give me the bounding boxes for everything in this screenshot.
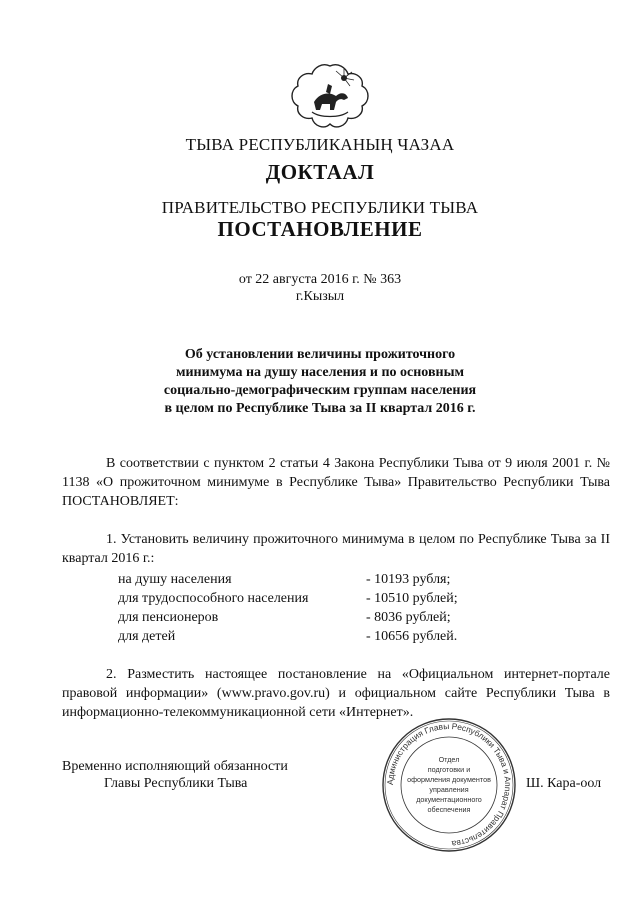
value-amount: - 10656 рублей. xyxy=(366,629,458,644)
value-amount: - 8036 рублей; xyxy=(366,610,451,625)
value-amount: - 10510 рублей; xyxy=(366,591,458,606)
subject-line: Об установлении величины прожиточного xyxy=(184,347,456,362)
official-stamp-icon xyxy=(380,716,518,854)
stamp-center-line: обеспечения xyxy=(427,805,471,814)
signatory-title-line2: Главы Республики Тыва xyxy=(104,776,248,791)
item-2-paragraph: 2. Разместить настоящее постановление на «Официальном интернет-портале правовой информации» (www.pravo.gov.ru) и официальном сайте Республики Тыва в информационно-телекоммуникационной сети «Интернет». xyxy=(62,667,610,720)
stamp-center-line: подготовки и xyxy=(427,765,471,774)
stamp-center-line: Отдел xyxy=(438,755,460,764)
subject-line: минимума на душу населения и по основным xyxy=(175,365,465,380)
subject-line: социально-демографическим группам населения xyxy=(163,383,477,398)
value-amount: - 10193 рубля; xyxy=(366,572,451,587)
value-label: для пенсионеров xyxy=(118,610,219,625)
emblem-icon xyxy=(290,62,370,130)
decree-subject xyxy=(0,346,640,418)
stamp-ring-text: Администрация Главы Республики Тыва и Аппарат Правительства xyxy=(384,720,514,849)
subsistence-values-list xyxy=(118,570,458,646)
stamp-center-line: оформления документов xyxy=(407,775,491,784)
russian-decree-heading: ПОСТАНОВЛЕНИЕ xyxy=(217,217,423,241)
value-row xyxy=(118,589,458,608)
value-label: на душу населения xyxy=(118,572,232,587)
item-1-paragraph: 1. Установить величину прожиточного минимума в целом по Республике Тыва за II квартал 2016 г.: xyxy=(62,532,610,566)
preamble-paragraph: В соответствии с пунктом 2 статьи 4 Закона Республики Тыва от 9 июля 2001 г. № 1138 «О прожиточном минимуме в Республике Тыва» Правительство Республики Тыва ПОСТАНОВЛЯЕТ: xyxy=(62,456,610,509)
stamp-center-line: управления xyxy=(429,785,469,794)
stamp-center-line: документационного xyxy=(416,795,482,804)
value-label: для трудоспособного населения xyxy=(118,591,309,606)
decree-city: г.Кызыл xyxy=(295,289,345,304)
decree-date-number: от 22 августа 2016 г. № 363 xyxy=(238,272,402,287)
value-label: для детей xyxy=(118,629,176,644)
tyva-decree-heading: ДОКТААЛ xyxy=(265,160,375,184)
value-row xyxy=(118,570,458,589)
value-row xyxy=(118,627,458,646)
subject-line: в целом по Республике Тыва за II квартал 2016 г. xyxy=(164,401,476,416)
tyva-government-heading: ТЫВА РЕСПУБЛИКАНЫҢ ЧАЗАА xyxy=(185,135,455,154)
signatory-name: Ш. Кара-оол xyxy=(526,776,602,791)
russian-government-heading: ПРАВИТЕЛЬСТВО РЕСПУБЛИКИ ТЫВА xyxy=(161,198,479,217)
value-row xyxy=(118,608,458,627)
signatory-title-line1: Временно исполняющий обязанности xyxy=(62,759,288,774)
